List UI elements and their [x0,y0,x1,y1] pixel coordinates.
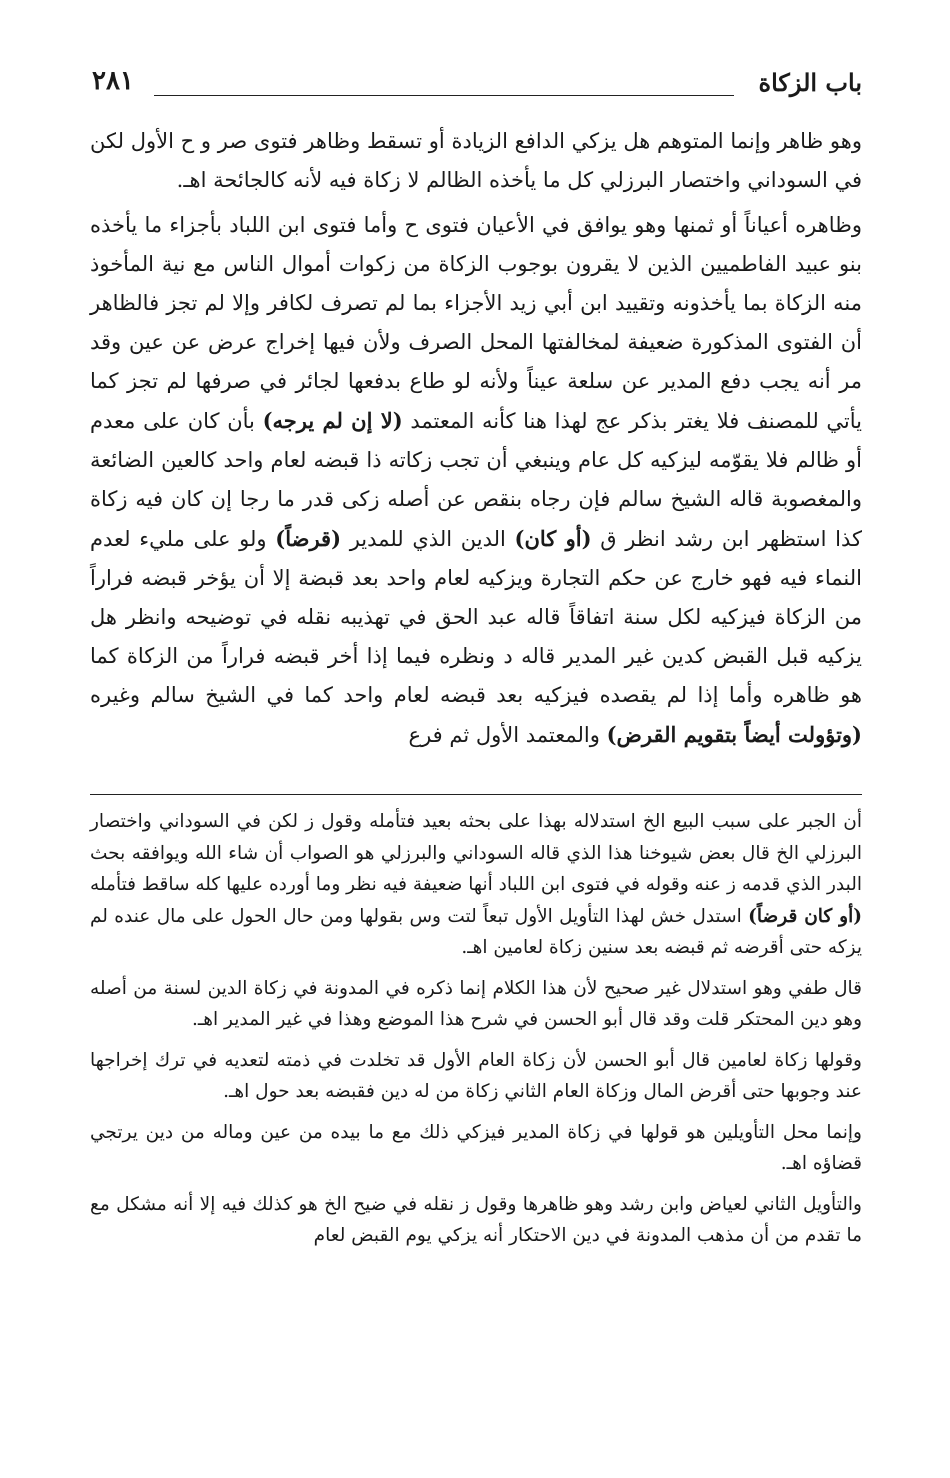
footnote-paragraph [90,1045,862,1108]
paragraph-text: والمعتمد الأول ثم فرع [408,723,600,747]
page-header [92,62,862,108]
header-rule [154,95,734,96]
paragraph-text: ولو على مليء لعدم النماء فيه فهو خارج عن حكم التجارة ويزكيه لعام واحد بعد قبضة إلا أن يؤخر قبضه فراراً من الزكاة فيزكيه لكل سنة اتفاقاً قاله عبد الحق في تهذيبه نقله في توضيحه وانظر هل يزكيه قبل القبض كدين غير المدير قاله د ونظره فيما إذا أخر قبضه فراراً من الزكاة كما هو ظاهره وأما إذا لم يقصده فيزكيه بعد قبضه لعام واحد كما في الشيخ سالم وغيره [90,527,862,707]
footnote-paragraph [90,973,862,1036]
matn-quote: (وتؤولت أيضاً بتقويم القرض) [606,722,862,747]
paragraph-text: الدين الذي للمدير [349,527,506,551]
footnote-text: وإنما محل التأويلين هو قولها في زكاة المدير فيزكي ذلك مع ما بيده من عين وماله من دين يرتجي قضاؤه اهـ. [90,1121,862,1174]
running-head: باب الزكاة [758,68,862,97]
footnote-separator [90,794,862,795]
paragraph-text: وظاهره أعياناً أو ثمنها وهو يوافق في الأعيان فتوى ح وأما فتوى ابن اللباد بأجزاء ما يأخذه بنو عبيد الفاطميين الذين لا يقرون بوجوب الزكاة من زكوات أموال الناس مع نية المأخوذ منه الزكاة بما يأخذونه وتقييد ابن أبي زيد الأجزاء بما لم تصرف لكافر وإلا لم تجز فالظاهر أن الفتوى المذكورة ضعيفة لمخالفتها المحل الصرف ولأن فيها إخراج عرض عن عين وقد مر أنه يجب دفع المدير عن سلعة عيناً ولأنه لو طاع بدفعها لجائر في صرفها لم تجز كما يأتي للمصنف فلا يغتر بذكر عج لهذا هنا كأنه المعتمد [90,213,862,433]
matn-quote: (قرضاً) [275,526,342,551]
footnote-text: أن الجبر على سبب البيع الخ استدلاله بهذا على بحثه بعيد فتأمله وقول ز لكن في السوداني واختصار البرزلي الخ قال بعض شيوخنا هذا الذي قاله السوداني والبرزلي هو الصواب أن شاء الله ويوافقه بحث البدر الذي قدمه ز عنه وقوله في فتوى ابن اللباد أنها ضعيفة فيه نظر وما أورده عليها كله ساقط فتأمله [90,811,862,895]
footnote-text: والتأويل الثاني لعياض وابن رشد وهو ظاهرها وقول ز نقله في ضيح الخ هو كذلك فيه إلا أنه مشكل مع ما تقدم من أن مذهب المدونة في دين الاحتكار أنه يزكي يوم القبض لعام [90,1193,862,1246]
footnotes [90,806,862,1261]
matn-quote: (أو كان) [514,526,592,551]
paragraph-text: وهو ظاهر وإنما المتوهم هل يزكي الدافع الزيادة أو تسقط وظاهر فتوى صر و ح الأول لكن في السوداني واختصار البرزلي كل ما يأخذه الظالم لا زكاة فيه لأنه كالجائحة اهـ. [90,129,862,192]
footnote-paragraph [90,1189,862,1252]
footnote-text: وقولها زكاة لعامين قال أبو الحسن لأن زكاة العام الأول قد تخلدت في ذمته لتعديه في ترك إخراجها عند وجوبها حتى أقرض المال وزكاة العام الثاني زكاة من له دين فقبضه بعد حول اهـ. [90,1049,862,1102]
matn-quote: (لا إن لم يرجه) [262,408,403,433]
paragraph-text: بأن كان على معدم أو ظالم فلا يقوّمه ليزكيه كل عام وينبغي أن تجب زكاته ذا قبضه لعام واحد كالعين الضائعة والمغصوبة قاله الشيخ سالم فإن رجاه بنقص عن أصله زكى قدر ما رجا إن كان فيه زكاة كذا استظهر ابن رشد انظر ق [90,409,863,551]
footnote-text: قال طفي وهو استدلال غير صحيح لأن هذا الكلام إنما ذكره في المدونة في زكاة الدين لسنة من أصله وهو دين المحتكر قلت وقد قال أبو الحسن في شرح هذا الموضع وهذا في غير المدير اهـ. [90,977,862,1030]
footnote-text: استدل خش لهذا التأويل الأول تبعاً لتت وس بقولها ومن حال الحول على مال عنده لم يزكه حتى أقرضه ثم قبضه بعد سنين زكاة لعامين اهـ. [90,905,862,958]
matn-quote: (أو كان قرضاً) [748,905,862,927]
main-text [90,122,862,755]
page-number: ٢٨١ [92,66,134,96]
footnote-paragraph [90,806,862,964]
main-paragraph [90,206,862,755]
main-paragraph [90,122,862,200]
footnote-paragraph [90,1117,862,1180]
